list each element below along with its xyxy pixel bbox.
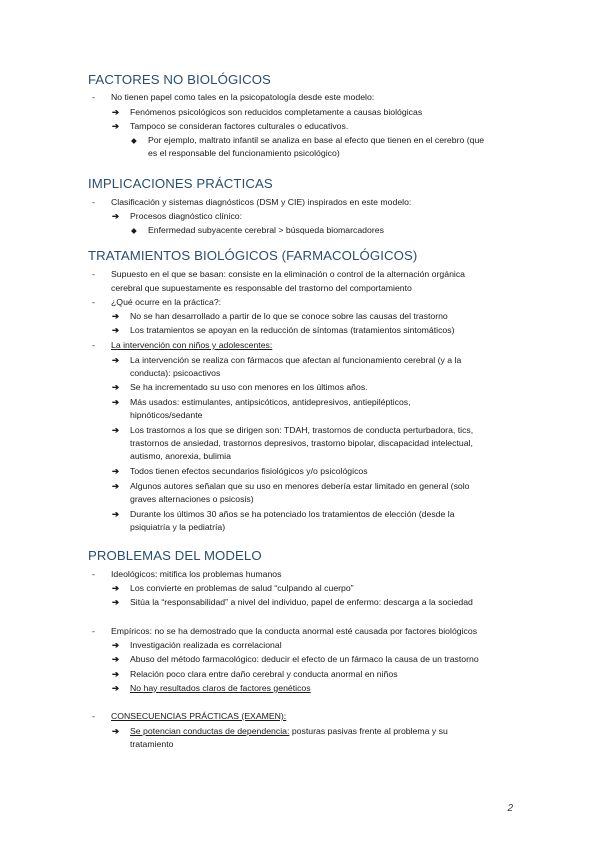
text-line: Investigación realizada es correlacional xyxy=(130,640,282,650)
text-fragment: posturas pasivas frente al problema y su xyxy=(289,726,448,736)
diamond-icon: ◆ xyxy=(131,136,137,145)
text-line: Ideológicos: mitifica los problemas humanos xyxy=(111,569,282,579)
text-line: Todos tienen efectos secundarios fisiológicos y/o psicológicos xyxy=(130,466,368,476)
arrow-icon: ➔ xyxy=(112,583,120,593)
text-line: Sitúa la “responsabilidad” a nivel del individuo, papel de enfermo: descarga a la sociedad xyxy=(130,597,473,607)
text-line: Los convierte en problemas de salud “culpando al cuerpo” xyxy=(130,583,354,593)
subheading-ninos: La intervención con niños y adolescentes: xyxy=(111,340,273,350)
text-line: conducta): psicoactivos xyxy=(130,368,221,378)
dash-marker: - xyxy=(92,626,95,636)
page-number: 2 xyxy=(507,803,513,814)
text-line: psiquiatría y la pediatría) xyxy=(130,522,226,532)
text-line: Los trastornos a los que se dirigen son: TDAH, trastornos de conducta perturbadora, tics, xyxy=(130,425,474,435)
diamond-icon: ◆ xyxy=(131,226,137,235)
dash-marker: - xyxy=(92,297,95,307)
dash-marker: - xyxy=(92,92,95,102)
arrow-icon: ➔ xyxy=(112,481,120,491)
text-line: Supuesto en el que se basan: consiste en la eliminación o control de la alternación orgánica xyxy=(111,269,466,279)
dash-marker: - xyxy=(92,197,95,207)
text-line: Durante los últimos 30 años se ha potenciado los tratamientos de elección (desde la xyxy=(130,509,455,519)
arrow-icon: ➔ xyxy=(112,107,120,117)
text-line: No se han desarrollado a partir de lo que se conoce sobre las causas del trastorno xyxy=(130,311,448,321)
dash-marker: - xyxy=(92,340,95,350)
text-line: Fenómenos psicológicos son reducidos completamente a causas biológicas xyxy=(130,107,423,117)
dash-marker: - xyxy=(92,569,95,579)
subheading-consecuencias: CONSECUENCIAS PRÁCTICAS (EXAMEN): xyxy=(111,711,287,721)
text-line: trastornos de ansiedad, trastornos depresivos, trastorno bipolar, discapacidad intelectual, xyxy=(130,438,473,448)
arrow-icon: ➔ xyxy=(112,509,120,519)
arrow-icon: ➔ xyxy=(112,397,120,407)
text-line: graves alternaciones o psicosis) xyxy=(130,494,254,504)
text-line: Tampoco se consideran factores culturales o educativos. xyxy=(130,121,349,131)
dash-marker: - xyxy=(92,269,95,279)
text-line: tratamiento xyxy=(130,739,174,749)
text-line: No tienen papel como tales en la psicopatología desde este modelo: xyxy=(111,92,375,102)
arrow-icon: ➔ xyxy=(112,640,120,650)
text-line: autismo, anorexia, bulimia xyxy=(130,451,231,461)
arrow-icon: ➔ xyxy=(112,669,120,679)
text-line: La intervención se realiza con fármacos que afectan al funcionamiento cerebral (y a la xyxy=(130,355,462,365)
section-title-factores: FACTORES NO BIOLÓGICOS xyxy=(88,72,271,87)
text-line: Más usados: estimulantes, antipsicóticos, antidepresivos, antiepilépticos, xyxy=(130,397,411,407)
section-title-problemas: PROBLEMAS DEL MODELO xyxy=(88,548,262,563)
arrow-icon: ➔ xyxy=(112,311,120,321)
text-line xyxy=(130,726,448,738)
text-line: hipnóticos/sedante xyxy=(130,410,203,420)
text-line: Enfermedad subyacente cerebral > búsqueda biomarcadores xyxy=(148,225,384,235)
arrow-icon: ➔ xyxy=(112,211,120,221)
arrow-icon: ➔ xyxy=(112,654,120,664)
text-line: Los tratamientos se apoyan en la reducción de síntomas (tratamientos sintomáticos) xyxy=(130,325,455,335)
arrow-icon: ➔ xyxy=(112,425,120,435)
text-line: cerebral que supuestamente es responsable del trastorno del comportamiento xyxy=(111,283,412,293)
text-line: Abuso del método farmacológico: deducir el efecto de un fármaco la causa de un trastorno xyxy=(130,654,479,664)
dash-marker: - xyxy=(92,711,95,721)
text-line: ¿Qué ocurre en la práctica?: xyxy=(111,297,222,307)
arrow-icon: ➔ xyxy=(112,683,120,693)
text-line: Relación poco clara entre daño cerebral y conducta anormal en niños xyxy=(130,669,398,679)
arrow-icon: ➔ xyxy=(112,325,120,335)
section-title-implicaciones: IMPLICACIONES PRÁCTICAS xyxy=(88,176,273,191)
text-line: Por ejemplo, maltrato infantil se analiza en base al efecto que tienen en el cerebro (que xyxy=(148,135,485,145)
text-line: Empíricos: no se ha demostrado que la conducta anormal esté causada por factores biológicos xyxy=(111,626,478,636)
text-line: Se ha incrementado su uso con menores en los últimos años. xyxy=(130,382,368,392)
arrow-icon: ➔ xyxy=(112,466,120,476)
arrow-icon: ➔ xyxy=(112,382,120,392)
text-line: Clasificación y sistemas diagnósticos (DSM y CIE) inspirados en este modelo: xyxy=(111,197,412,207)
text-line: Algunos autores señalan que su uso en menores debería estar limitado en general (solo xyxy=(130,481,470,491)
text-line: es el responsable del funcionamiento psicológico) xyxy=(148,148,340,158)
arrow-icon: ➔ xyxy=(112,597,120,607)
text-emphasis: Se potencian conductas de dependencia: xyxy=(130,726,290,736)
text-line: No hay resultados claros de factores genéticos xyxy=(130,683,311,693)
arrow-icon: ➔ xyxy=(112,121,120,131)
arrow-icon: ➔ xyxy=(112,726,120,736)
text-line: Procesos diagnóstico clínico: xyxy=(130,211,243,221)
arrow-icon: ➔ xyxy=(112,355,120,365)
section-title-tratamientos: TRATAMIENTOS BIOLÓGICOS (FARMACOLÓGICOS) xyxy=(88,248,418,263)
